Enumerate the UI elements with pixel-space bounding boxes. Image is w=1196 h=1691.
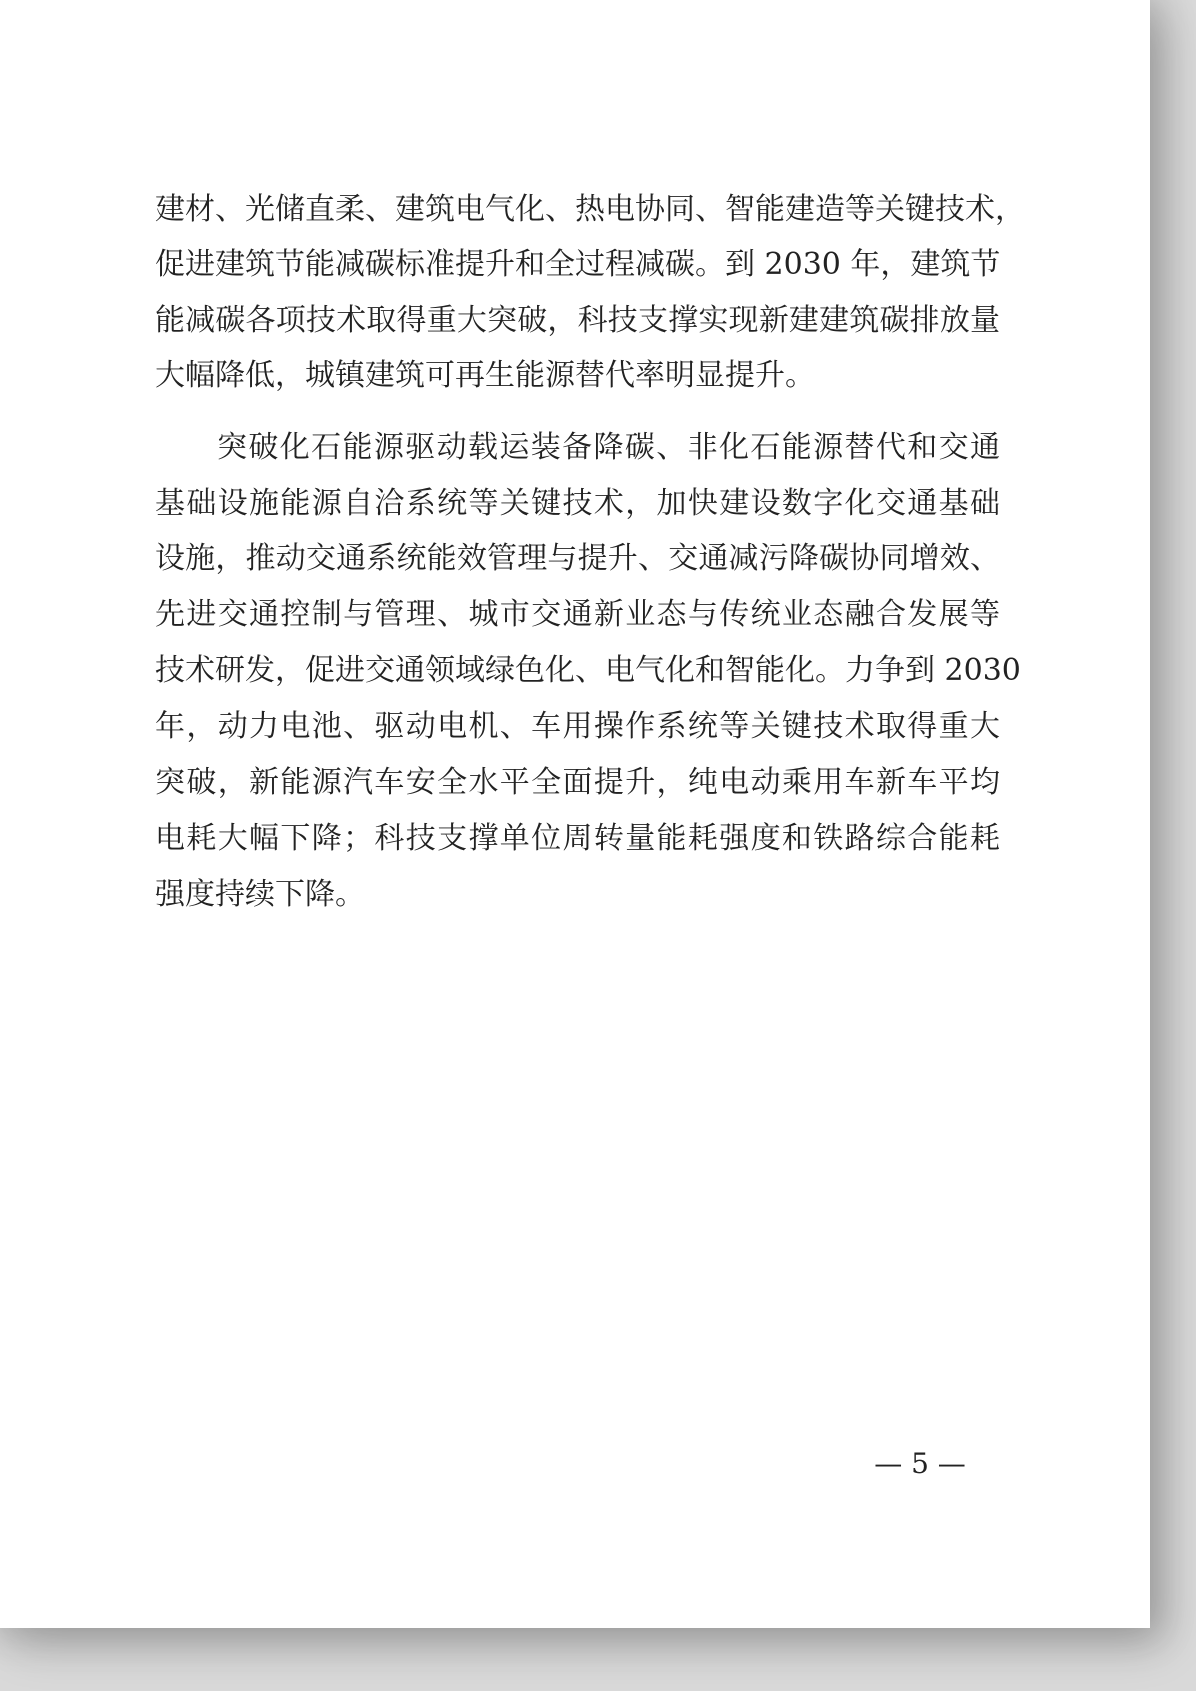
paragraph-2-line-4: 先进交通控制与管理、城市交通新业态与传统业态融合发展等 — [155, 597, 1000, 632]
paragraph-2-line-9: 强度持续下降。 — [155, 877, 365, 912]
paragraph-1-line-3: 能减碳各项技术取得重大突破，科技支撑实现新建建筑碳排放量 — [155, 303, 1000, 338]
paragraph-2-line-7: 突破，新能源汽车安全水平全面提升，纯电动乘用车新车平均 — [155, 765, 1000, 800]
paragraph-1-line-4: 大幅降低，城镇建筑可再生能源替代率明显提升。 — [155, 358, 815, 393]
paragraph-1-line-2: 促进建筑节能减碳标准提升和全过程减碳。到 2030 年，建筑节 — [155, 247, 1001, 282]
page-number: — 5 — — [874, 1447, 966, 1480]
paragraph-2-line-8: 电耗大幅下降；科技支撑单位周转量能耗强度和铁路综合能耗 — [155, 821, 1000, 856]
paragraph-2-line-2: 基础设施能源自洽系统等关键技术，加快建设数字化交通基础 — [155, 486, 1000, 521]
paragraph-2-line-1: 突破化石能源驱动载运装备降碳、非化石能源替代和交通 — [217, 430, 1000, 465]
paragraph-2-line-5: 技术研发，促进交通领域绿色化、电气化和智能化。力争到 2030 — [155, 653, 1021, 688]
paragraph-1-line-1: 建材、光储直柔、建筑电气化、热电协同、智能建造等关键技术， — [155, 192, 1025, 227]
paragraph-2-line-6: 年，动力电池、驱动电机、车用操作系统等关键技术取得重大 — [155, 709, 1000, 744]
paragraph-2-line-3: 设施，推动交通系统能效管理与提升、交通减污降碳协同增效、 — [155, 541, 1000, 576]
